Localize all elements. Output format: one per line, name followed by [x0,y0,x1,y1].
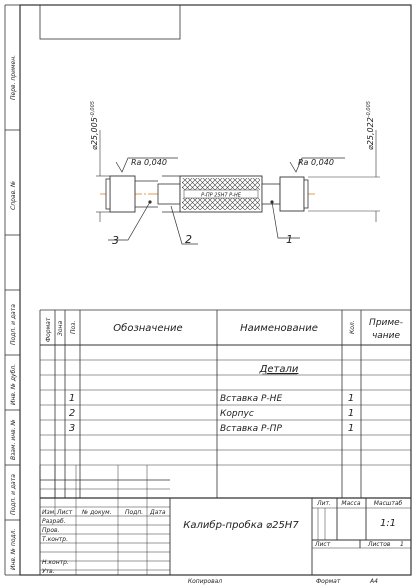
tb-role-tkontr: Т.контр. [42,536,69,543]
header-naimenovanie: Наименование [240,323,318,334]
handle-knurl-bottom [182,198,260,210]
spec-table-grid [40,310,411,498]
dimension-left: $⌀25,005^{-0,005}$ [90,101,99,150]
tb-massa-label: Масса [341,500,361,507]
spec-table-rows [69,364,354,434]
footer-format-value: А4 [370,578,378,585]
insert-left-end [106,179,110,209]
tb-designation: Калибр-пробка ⌀25Н7 [183,520,299,531]
row-2-qty: 1 [347,408,355,419]
tb-listov-value: 1 [400,541,404,548]
header-zona: Зона [57,320,64,336]
tb-list-label: Лист [315,541,331,548]
roughness-label-right: Ra 0,040 [298,158,334,167]
tb-masshtab-label: Масштаб [373,500,403,507]
footer [188,578,378,585]
callout-1: 1 [286,233,293,246]
insert-right-end [304,180,308,208]
side-label-sprav-no: Справ. № [10,180,17,210]
tb-col-dokum: № докум. [82,509,112,516]
tb-role-nkontr: Н.контр. [42,559,69,566]
side-label-podp-data-1: Подп. и дата [10,304,17,345]
section-title-detali: Детали [259,364,299,375]
footer-format-label: Формат [316,578,341,585]
part-drawing [90,101,380,247]
side-label-perv-primen: Перв. примен. [10,54,17,100]
header-poz: Поз. [70,320,77,334]
row-3-poz: 3 [68,423,76,434]
tb-col-podp: Подп. [125,509,144,516]
side-label-inv-dubl: Инв. № дубл. [10,363,17,405]
tb-listov-label: Листов [368,541,391,548]
title-block-labels [42,500,404,575]
tb-role-utv: Утв. [42,568,55,575]
tb-col-data: Дата [150,509,166,516]
tb-col-list: Лист [57,509,73,516]
row-3-qty: 1 [347,423,355,434]
insert-right-body [280,177,304,211]
tb-role-razrab: Разраб. [42,518,66,525]
tb-masshtab-value: 1:1 [379,518,397,529]
row-3-name: Вставка Р-ПР [220,424,282,434]
side-label-podp-data-2: Подп. и дата [10,474,17,515]
row-2-poz: 2 [68,408,76,419]
row-1-name: Вставка Р-НЕ [220,394,283,404]
footer-kopiroval: Копировал [187,578,223,585]
header-kol: Кол. [349,320,356,334]
row-2-name: Корпус [220,409,254,419]
row-1-poz: 1 [68,393,76,404]
top-designation-box [40,5,180,39]
callout-2: 2 [185,233,192,246]
callout-3: 3 [112,234,119,247]
side-label-vzam-inv: Взам. инв. № [10,419,17,460]
side-strip-labels [10,55,17,570]
insert-left-neck [158,184,180,204]
tb-col-izm: Изм. [42,509,57,516]
tb-role-prov: Пров. [42,527,60,534]
header-primechanie-2: чание [371,331,401,341]
row-1-qty: 1 [347,393,355,404]
header-oboznachenie: Обозначение [113,323,183,334]
header-primechanie-1: Приме- [369,318,403,328]
roughness-label-left: Ra 0,040 [131,158,167,167]
tb-lit-label: Лит. [317,500,331,507]
handle-knurl-top [182,178,260,190]
side-label-inv-podl: Инв. № подл. [10,528,17,570]
dimension-right: $⌀25,022^{-0,005}$ [366,101,375,150]
stamp-text: Р-ПР 25Н7 Р-НЕ [201,192,241,199]
outer-frame [20,5,411,575]
insert-left-body [110,176,135,212]
spec-table-headers [45,317,403,342]
header-format: Формат [45,317,52,342]
